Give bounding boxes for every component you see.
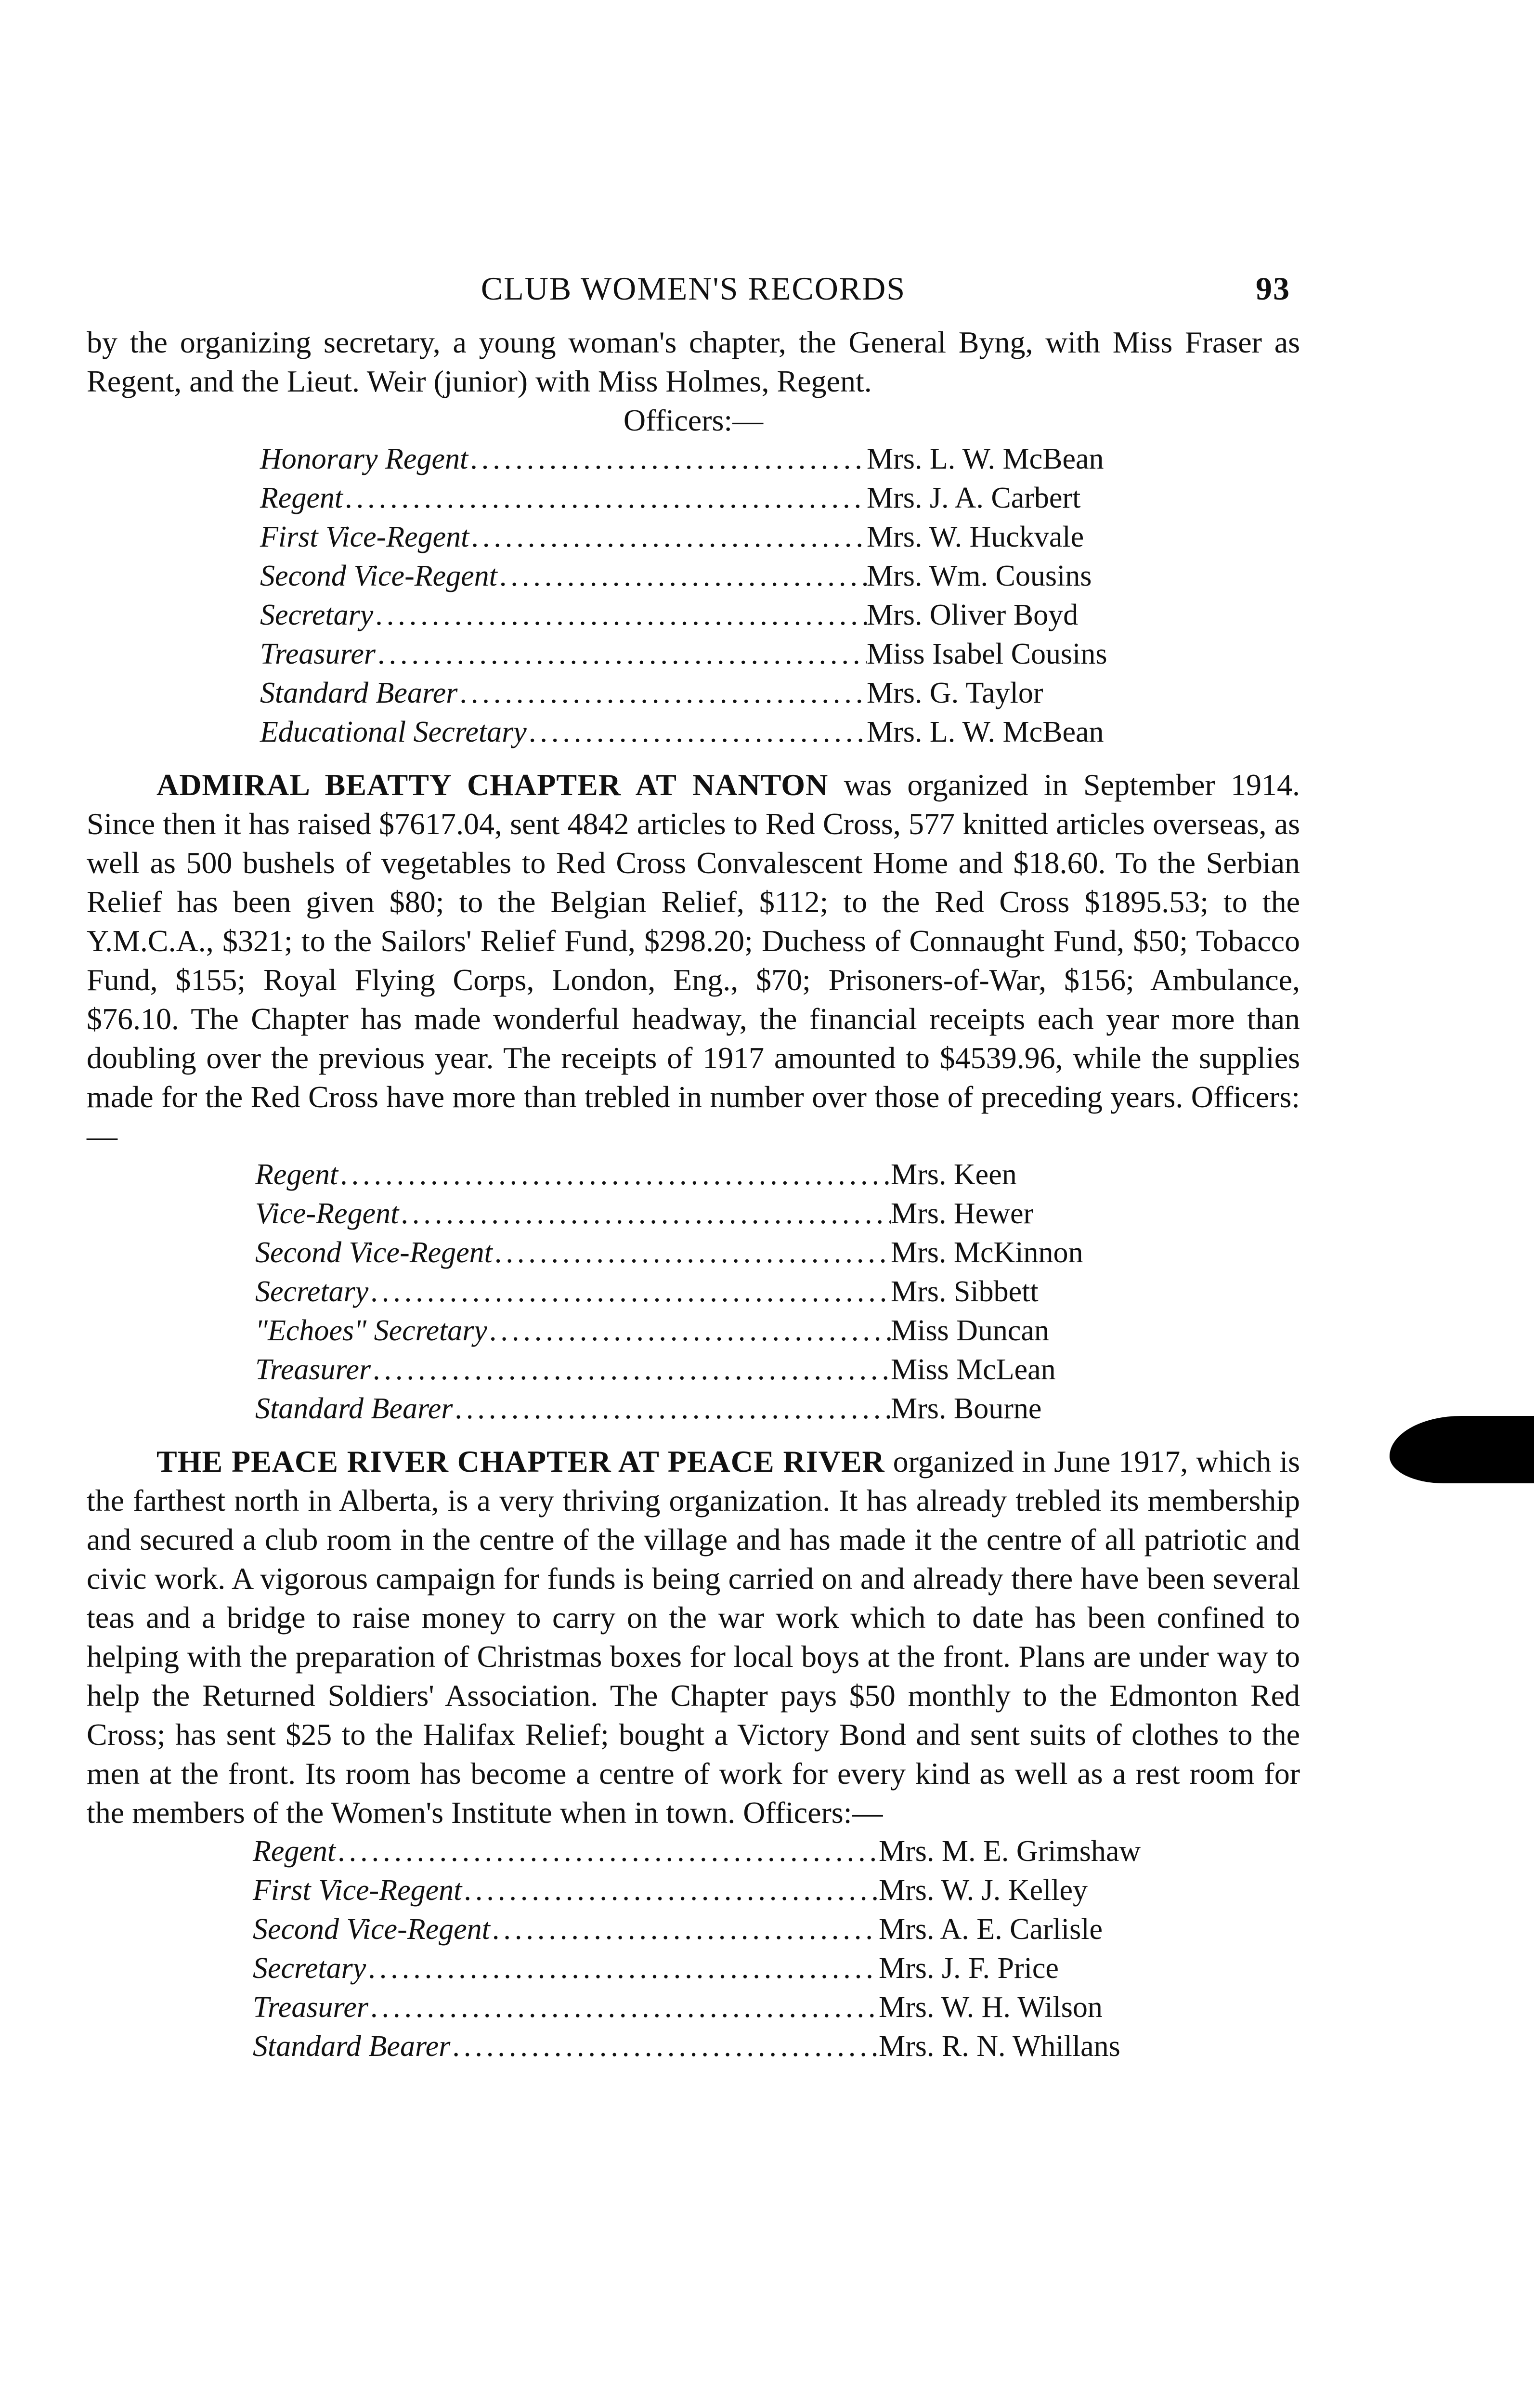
officer-role: Regent xyxy=(255,1158,338,1191)
dot-leader xyxy=(487,1311,891,1350)
officer-name: Mrs. M. E. Grimshaw xyxy=(879,1835,1141,1868)
officer-role: Standard Bearer xyxy=(255,1392,453,1425)
dot-leader xyxy=(453,1389,891,1428)
officer-role: Vice-Regent xyxy=(255,1197,399,1230)
page-number: 93 xyxy=(1256,270,1290,307)
officer-name: Mrs. Bourne xyxy=(891,1392,1042,1425)
page xyxy=(87,270,1300,2066)
officers-list-general-byng xyxy=(260,440,1204,752)
dot-leader xyxy=(527,713,867,752)
dot-leader xyxy=(338,1155,891,1194)
dot-leader xyxy=(376,635,867,674)
officer-name: Miss Duncan xyxy=(891,1314,1049,1347)
dot-leader xyxy=(497,557,867,596)
dot-leader xyxy=(343,479,867,518)
dot-leader xyxy=(336,1832,879,1871)
running-title: CLUB WOMEN'S RECORDS xyxy=(481,270,906,307)
running-head xyxy=(87,270,1300,323)
officer-name: Miss McLean xyxy=(891,1353,1056,1386)
officers-label: Officers:— xyxy=(623,403,764,437)
beatty-heading: ADMIRAL BEATTY CHAPTER AT NANTON xyxy=(156,768,829,802)
officer-row xyxy=(260,440,1204,479)
officer-role: First Vice-Regent xyxy=(260,521,469,553)
dot-leader xyxy=(490,1910,879,1949)
officer-role: Educational Secretary xyxy=(260,716,527,748)
officer-row xyxy=(253,1871,1216,1910)
officer-role: Treasurer xyxy=(260,638,376,670)
beatty-paragraph xyxy=(87,765,1300,1155)
officer-name: Miss Isabel Cousins xyxy=(867,638,1107,670)
dot-leader xyxy=(371,1350,891,1389)
dot-leader xyxy=(368,1272,891,1311)
officer-role: "Echoes" Secretary xyxy=(255,1314,487,1347)
officer-name: Mrs. Oliver Boyd xyxy=(867,599,1079,631)
dot-leader xyxy=(469,518,867,557)
officer-role: Secretary xyxy=(255,1275,369,1308)
officer-row xyxy=(253,1832,1216,1871)
officer-role: Secretary xyxy=(253,1952,366,1985)
officer-role: Honorary Regent xyxy=(260,443,468,475)
dot-leader xyxy=(373,596,867,635)
officer-row xyxy=(253,1988,1216,2027)
beatty-text: was organized in September 1914. Since then it has raised $7617.04, sent 4842 articles to Red Cross, 577 knitted articles overseas, as well as 500 bushels of vegetables to Red Cross Convalescent Home and $18.60. To the Serbian Relief has been given $80; to the Belgian Relief, $112; to the Red Cross $1895.53; to the Y.M.C.A., $321; to the Sailors' Relief Fund, $298.20; Duchess of Connaught Fund, $50; Tobacco Fund, $155; Royal Flying Corps, London, Eng., $70; Prisoners-of-War, $156; Ambulance, $76.10. The Chapter has made wonderful headway, the financial receipts each year more than doubling over the previous year. The receipts of 1917 amounted to $4539.96, while the supplies made for the Red Cross have more than trebled in number over those of preceding years. Officers:— xyxy=(87,768,1300,1153)
officer-role: Second Vice-Regent xyxy=(260,560,497,592)
dot-leader xyxy=(468,440,867,479)
peace-river-text: organized in June 1917, which is the farthest north in Alberta, is a very thriving organization. It has already trebled its membership and secured a club room in the centre of the village and has made it the centre of all patriotic and civic work. A vigorous campaign for funds is being carried on and already there have been several teas and a bridge to raise money to carry on the war work which to date has been confined to helping with the preparation of Christmas boxes for local boys at the front. Plans are under way to help the Returned Soldiers' Association. The Chapter pays $50 monthly to the Edmonton Red Cross; has sent $25 to the Halifax Relief; bought a Victory Bond and sent suits of clothes to the men at the front. Its room has become a centre of work for every kind as well as a rest room for the members of the Women's Institute when in town. Officers:— xyxy=(87,1444,1300,1830)
officer-row xyxy=(255,1272,1228,1311)
officer-row xyxy=(260,635,1204,674)
officer-row xyxy=(260,596,1204,635)
officer-row xyxy=(255,1350,1228,1389)
officer-name: Mrs. L. W. McBean xyxy=(867,716,1104,748)
officer-row xyxy=(255,1233,1228,1272)
officer-row xyxy=(255,1155,1228,1194)
dot-leader xyxy=(368,1988,879,2027)
officer-name: Mrs. L. W. McBean xyxy=(867,443,1104,475)
officer-row xyxy=(255,1311,1228,1350)
officer-name: Mrs. G. Taylor xyxy=(867,677,1043,709)
officer-name: Mrs. A. E. Carlisle xyxy=(879,1913,1103,1946)
officer-role: Treasurer xyxy=(255,1353,371,1386)
officer-name: Mrs. W. J. Kelley xyxy=(879,1874,1088,1907)
officer-role: Standard Bearer xyxy=(253,2030,451,2063)
officer-row xyxy=(255,1194,1228,1233)
dot-leader xyxy=(450,2027,879,2066)
ink-blot xyxy=(1390,1416,1534,1483)
dot-leader xyxy=(457,674,867,713)
officer-name: Mrs. J. A. Carbert xyxy=(867,482,1081,514)
officers-list-peace-river xyxy=(253,1832,1216,2066)
intro-paragraph: by the organizing secretary, a young woman's chapter, the General Byng, with Miss Fraser as Regent, and the Lieut. Weir (junior) with Miss Holmes, Regent. xyxy=(87,325,1300,398)
officer-role: Second Vice-Regent xyxy=(253,1913,490,1946)
officer-name: Mrs. W. H. Wilson xyxy=(879,1991,1103,2024)
officer-role: Second Vice-Regent xyxy=(255,1236,493,1269)
officer-role: Secretary xyxy=(260,599,374,631)
officer-role: First Vice-Regent xyxy=(253,1874,462,1907)
officers-list-beatty xyxy=(255,1155,1228,1428)
officer-row xyxy=(260,479,1204,518)
officer-name: Mrs. Wm. Cousins xyxy=(867,560,1092,592)
officer-row xyxy=(253,1949,1216,1988)
officer-name: Mrs. Hewer xyxy=(891,1197,1034,1230)
peace-river-paragraph xyxy=(87,1442,1300,1832)
officer-row xyxy=(260,713,1204,752)
officer-role: Regent xyxy=(253,1835,336,1868)
officer-name: Mrs. R. N. Whillans xyxy=(879,2030,1120,2063)
dot-leader xyxy=(366,1949,879,1988)
officer-name: Mrs. W. Huckvale xyxy=(867,521,1084,553)
officer-role: Standard Bearer xyxy=(260,677,458,709)
officer-row xyxy=(253,1910,1216,1949)
officer-row xyxy=(253,2027,1216,2066)
officer-name: Mrs. Keen xyxy=(891,1158,1017,1191)
officer-role: Treasurer xyxy=(253,1991,369,2024)
officer-row xyxy=(255,1389,1228,1428)
peace-river-heading: THE PEACE RIVER CHAPTER AT PEACE RIVER xyxy=(156,1444,885,1479)
officer-row xyxy=(260,674,1204,713)
officer-name: Mrs. McKinnon xyxy=(891,1236,1083,1269)
dot-leader xyxy=(493,1233,891,1272)
officer-row xyxy=(260,557,1204,596)
dot-leader xyxy=(462,1871,879,1910)
officer-name: Mrs. Sibbett xyxy=(891,1275,1039,1308)
officer-row xyxy=(260,518,1204,557)
officer-name: Mrs. J. F. Price xyxy=(879,1952,1059,1985)
dot-leader xyxy=(399,1194,891,1233)
officer-role: Regent xyxy=(260,482,343,514)
